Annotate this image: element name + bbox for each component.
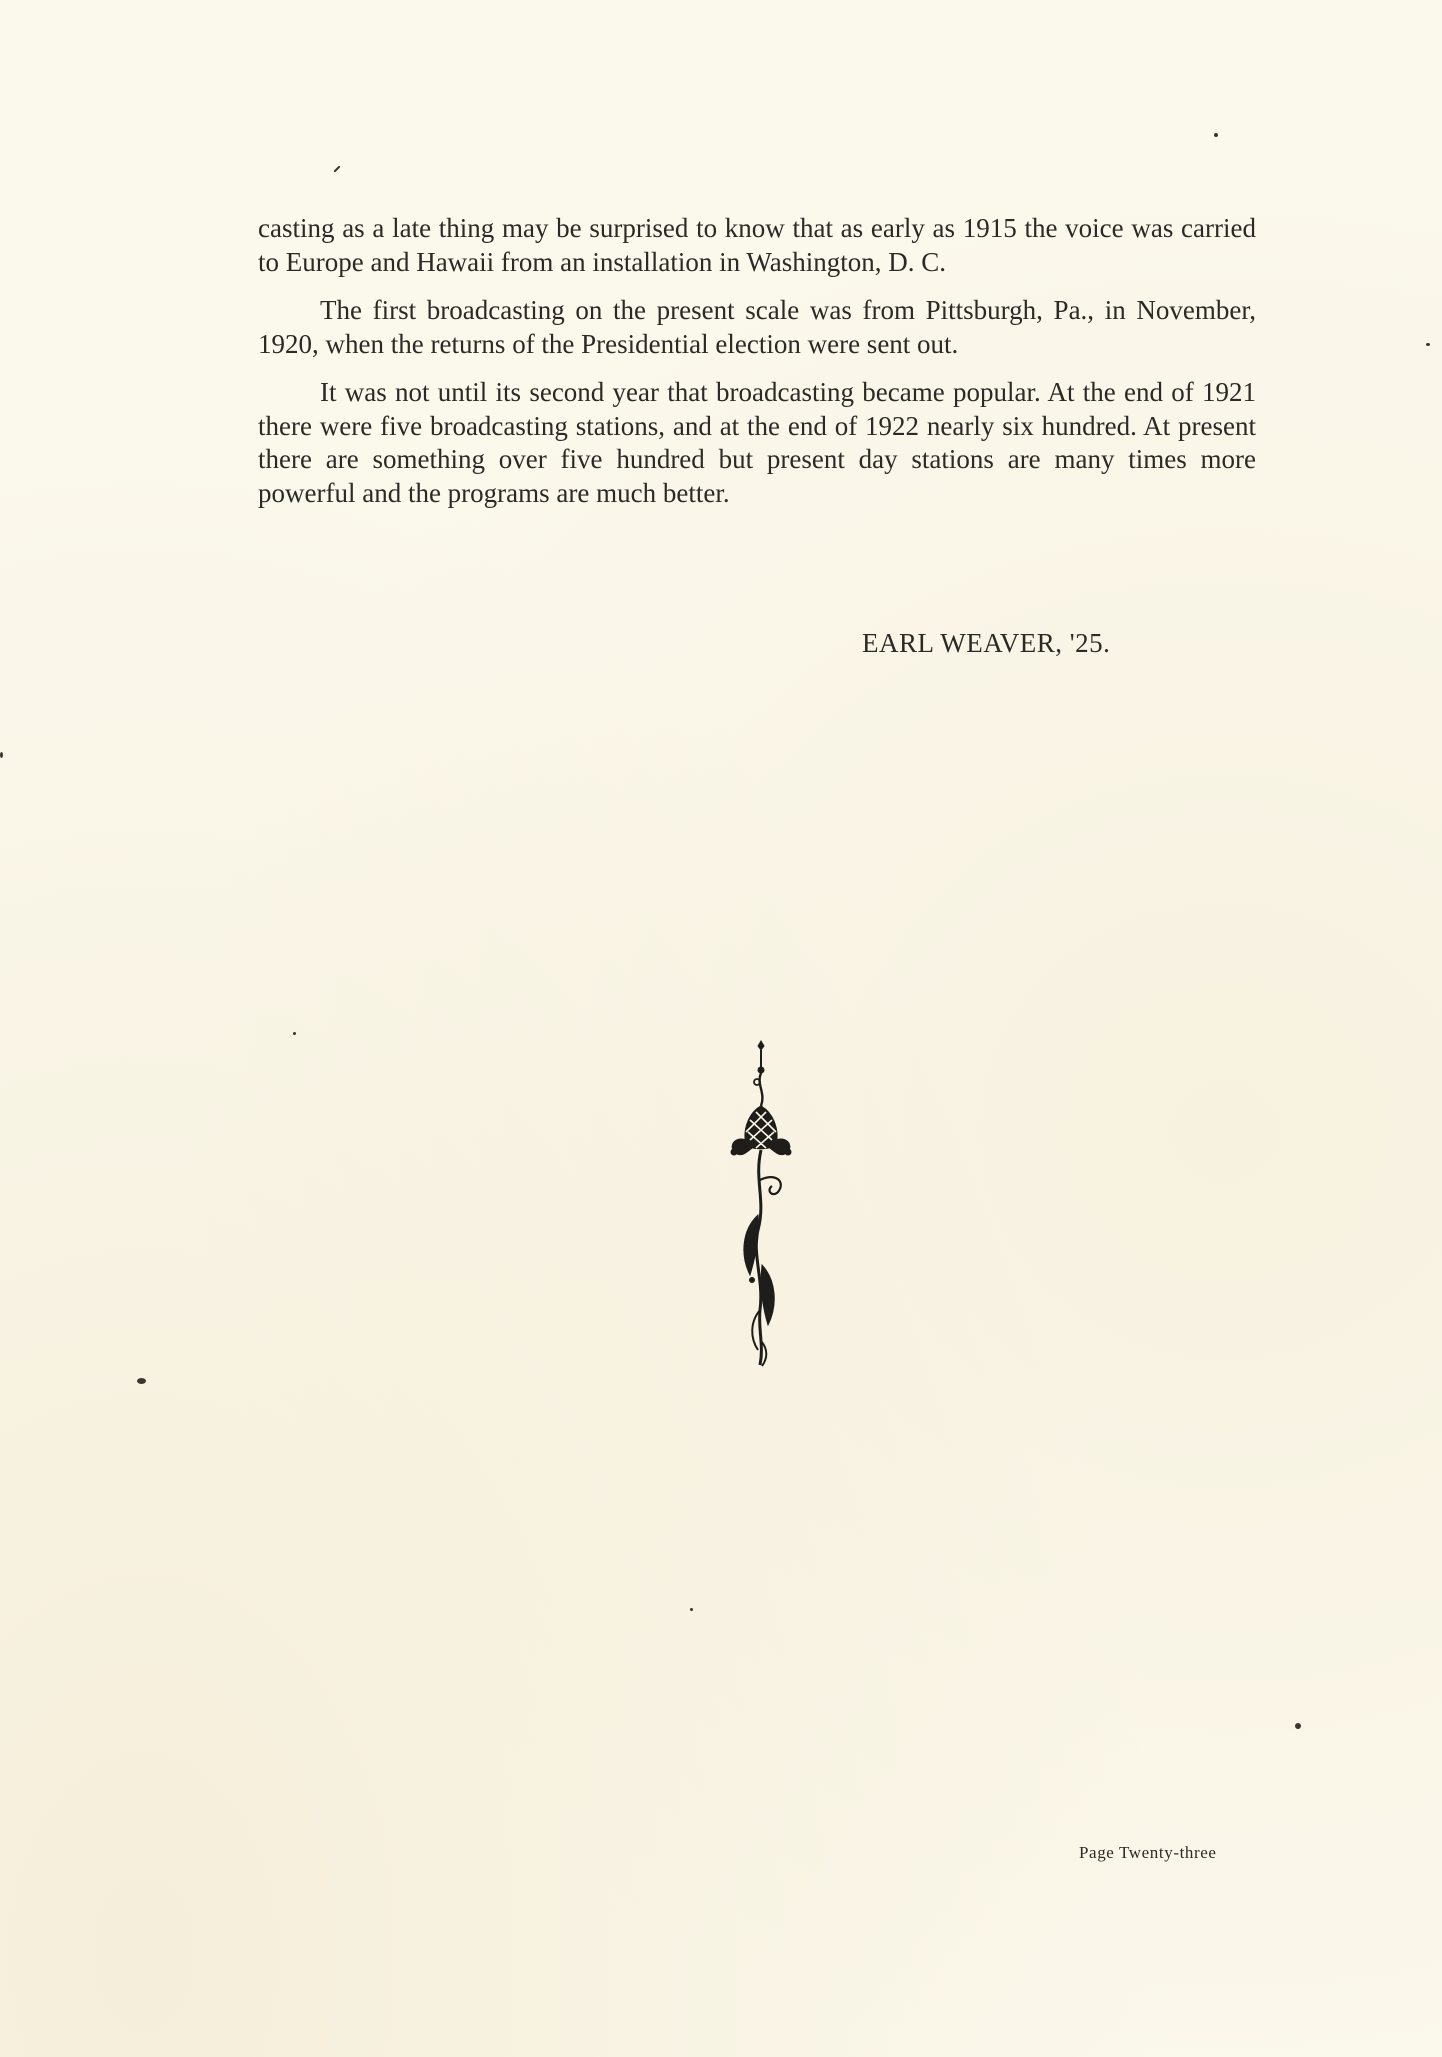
paragraph-3: It was not until its second year that broadcasting became popular. At the end of 1921 there were five broadcasting stations, and at the end of 1922 nearly six hundred. At present there are something over five hundred but present day stations are many times more powerful and the programs are much better. <box>258 377 1256 508</box>
scan-speck <box>1214 133 1218 137</box>
scan-speck <box>1426 343 1430 346</box>
scan-speck <box>293 1032 296 1035</box>
paragraph-2: The first broadcasting on the present scale was from Pittsburgh, Pa., in November, 1920, when the returns of the Presidential election were sent out. <box>258 295 1256 359</box>
scan-speck <box>333 165 340 172</box>
article-body <box>258 212 1256 525</box>
scan-speck <box>1295 1723 1301 1729</box>
author-signature: EARL WEAVER, '25. <box>862 628 1111 658</box>
page-number: Page Twenty-three <box>1079 1843 1217 1862</box>
scan-speck <box>137 1378 146 1384</box>
scan-speck <box>690 1608 693 1611</box>
scan-speck <box>0 752 3 758</box>
paragraph-1: casting as a late thing may be surprised to know that as early as 1915 the voice was carried to Europe and Hawaii from an installation in Washington, D. C. <box>258 213 1256 277</box>
floral-vine-ornament-icon <box>720 1040 800 1370</box>
